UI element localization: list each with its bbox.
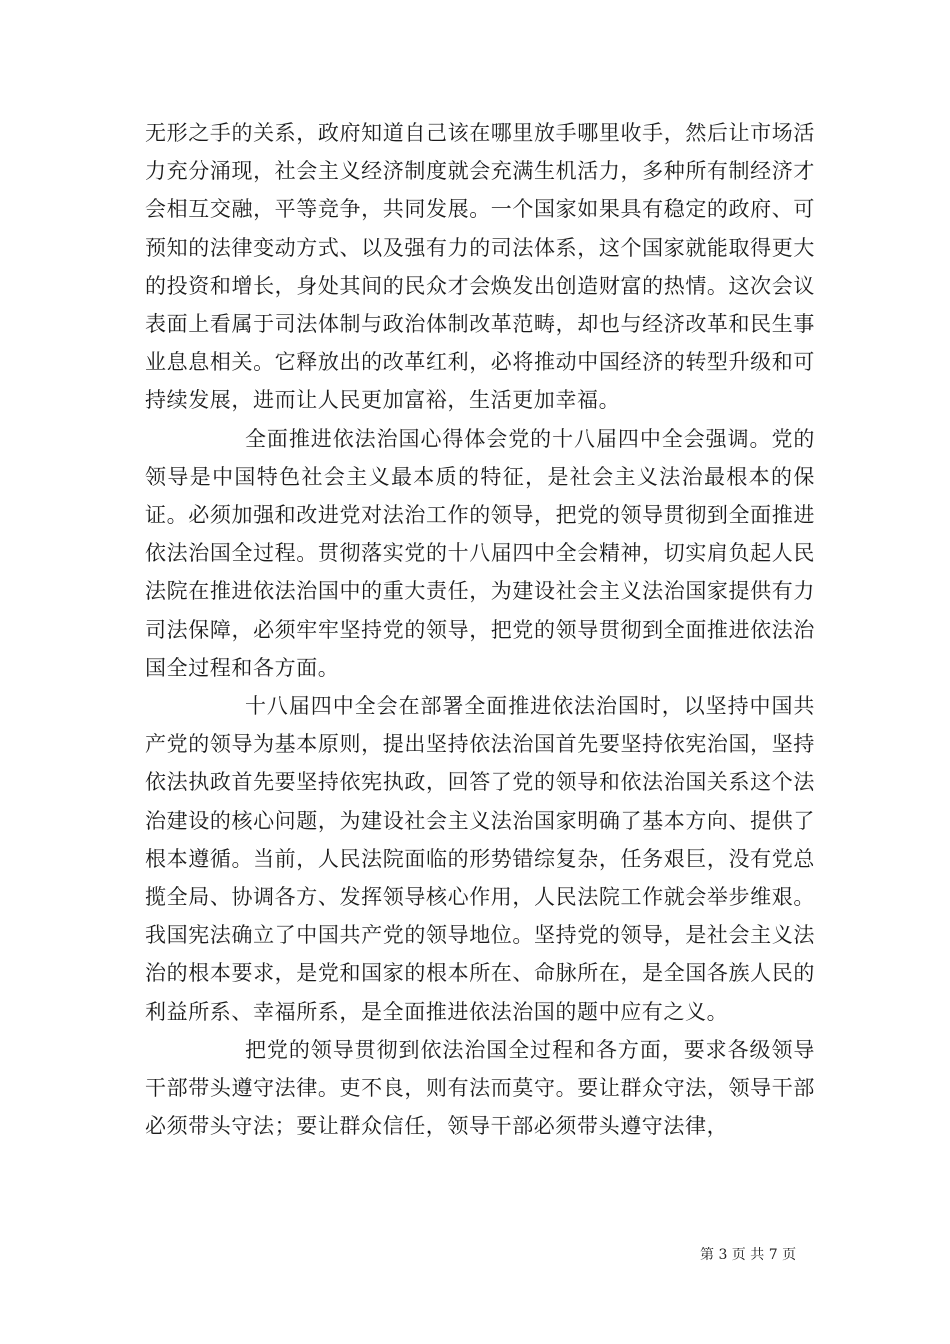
paragraph-2: 全面推进依法治国心得体会党的十八届四中全会强调。党的领导是中国特色社会主义最本质的特征，是社会主义法治最根本的保证。必须加强和改进党对法治工作的领导，把党的领导贯彻到全面推进依法治国全过程。贯彻落实党的十八届四中全会精神，切实肩负起人民法院在推进依法治国中的重大责任，为建设社会主义法治国家提供有力司法保障，必须牢牢坚持党的领导，把党的领导贯彻到全面推进依法治国全过程和各方面。 (145, 426, 815, 680)
paragraph-1: 无形之手的关系，政府知道自己该在哪里放手哪里收手，然后让市场活力充分涌现，社会主义经济制度就会充满生机活力，多种所有制经济才会相互交融，平等竞争，共同发展。一个国家如果具有稳定的政府、可预知的法律变动方式、以及强有力的司法体系，这个国家就能取得更大的投资和增长，身处其间的民众才会焕发出创造财富的热情。这次会议表面上看属于司法体制与政治体制改革范畴，却也与经济改革和民生事业息息相关。它释放出的改革红利，必将推动中国经济的转型升级和可持续发展，进而让人民更加富裕，生活更加幸福。 (145, 121, 815, 413)
paragraph-3: 十八届四中全会在部署全面推进依法治国时，以坚持中国共产党的领导为基本原则，提出坚持依法治国首先要坚持依宪治国，坚持依法执政首先要坚持依宪执政，回答了党的领导和依法治国关系这个法治建设的核心问题，为建设社会主义法治国家明确了基本方向、提供了根本遵循。当前，人民法院面临的形势错综复杂，任务艰巨，没有党总揽全局、协调各方、发挥领导核心作用，人民法院工作就会举步维艰。我国宪法确立了中国共产党的领导地位。坚持党的领导，是社会主义法治的根本要求，是党和国家的根本所在、命脉所在，是全国各族人民的利益所系、幸福所系，是全面推进依法治国的题中应有之义。 (145, 694, 815, 1024)
page-number-footer: 第 3 页 共 7 页 (700, 1247, 797, 1263)
paragraph-4: 把党的领导贯彻到依法治国全过程和各方面，要求各级领导干部带头遵守法律。吏不良，则有法而莫守。要让群众守法，领导干部必须带头守法；要让群众信任，领导干部必须带头遵守法律， (145, 1037, 815, 1139)
document-body (145, 114, 815, 1145)
